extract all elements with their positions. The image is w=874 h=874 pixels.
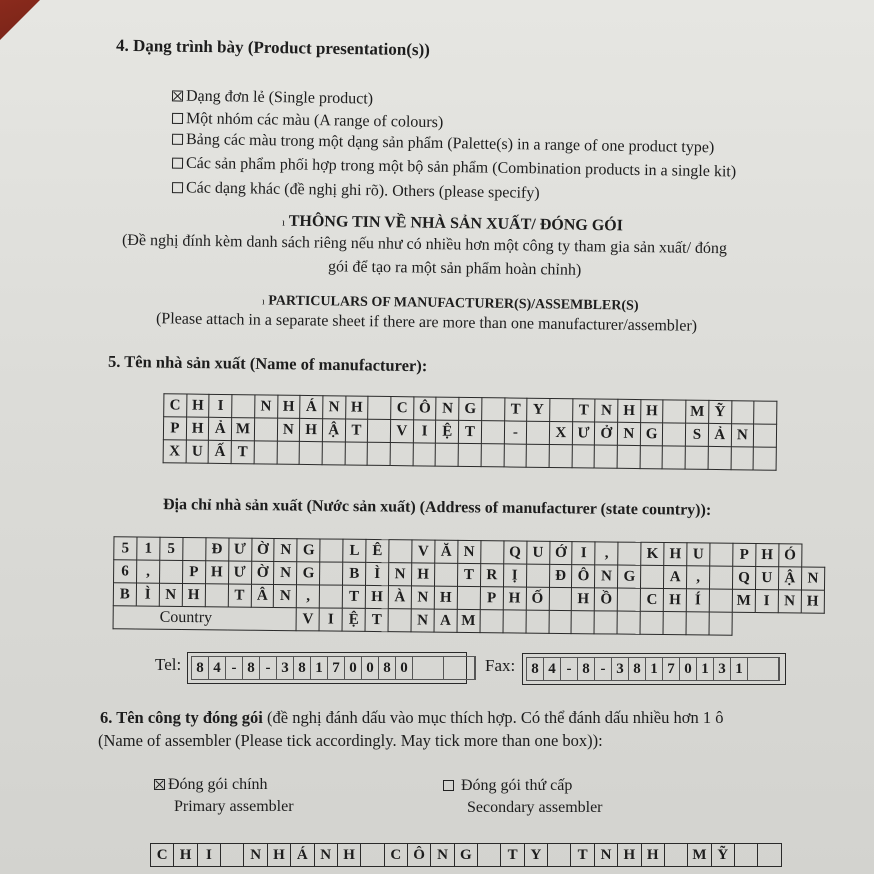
grid-cell[interactable]: 6 [114, 560, 137, 583]
phone-digit[interactable]: 8 [294, 657, 311, 679]
grid-cell[interactable]: , [297, 585, 320, 608]
grid-cell[interactable]: Ư [572, 422, 595, 445]
grid-cell[interactable] [708, 446, 731, 469]
grid-cell[interactable] [434, 563, 457, 586]
grid-cell[interactable]: A [434, 609, 457, 632]
grid-cell[interactable] [640, 611, 663, 634]
grid-cell[interactable]: Ậ [322, 419, 345, 442]
secondary-en-label: Secondary assembler [467, 799, 603, 816]
grid-cell[interactable]: I [319, 608, 342, 631]
grid-cell[interactable]: G [297, 562, 320, 585]
grid-cell[interactable]: , [595, 542, 618, 565]
grid-cell[interactable] [685, 446, 708, 469]
grid-cell[interactable]: U [687, 543, 710, 566]
grid-cell[interactable]: L [343, 539, 366, 562]
grid-cell[interactable]: G [640, 423, 663, 446]
phone-digit[interactable]: 7 [663, 658, 680, 680]
grid-cell[interactable]: H [300, 418, 323, 441]
grid-cell[interactable]: Á [291, 844, 314, 867]
grid-cell[interactable]: H [267, 844, 290, 867]
phone-digit[interactable]: 0 [362, 657, 379, 679]
grid-cell[interactable]: N [274, 538, 297, 561]
heading-text: PARTICULARS OF MANUFACTURER(S)/ASSEMBLER(S) [268, 293, 639, 314]
grid-cell[interactable] [594, 445, 617, 468]
grid-cell[interactable] [478, 844, 501, 867]
secondary-assembler-option[interactable] [443, 777, 572, 795]
checkbox-icon[interactable] [172, 182, 183, 193]
grid-cell[interactable] [618, 588, 641, 611]
grid-cell[interactable] [758, 844, 782, 867]
grid-cell[interactable] [277, 441, 300, 464]
phone-digit[interactable]: - [260, 657, 277, 679]
grid-cell[interactable]: N [274, 584, 297, 607]
grid-cell[interactable]: T [365, 608, 388, 631]
info-vi-line2: gói để tạo ra một sản phẩm hoàn chỉnh) [327, 258, 582, 279]
manufacturer-address-grid [113, 536, 826, 636]
grid-cell[interactable]: N [595, 565, 618, 588]
phone-digit[interactable]: 3 [612, 658, 629, 680]
grid-cell[interactable]: I [755, 589, 778, 612]
heading-prefix: ı [281, 216, 286, 229]
grid-cell[interactable]: N [323, 396, 346, 419]
heading-prefix: ı [261, 296, 265, 308]
grid-cell[interactable] [526, 444, 549, 467]
grid-cell[interactable] [548, 844, 571, 867]
grid-cell[interactable] [710, 543, 733, 566]
phone-digit[interactable]: 8 [629, 658, 646, 680]
grid-cell[interactable]: N [411, 609, 434, 632]
grid-cell[interactable] [368, 419, 391, 442]
grid-cell[interactable]: Ở [595, 422, 618, 445]
option-label: Các sản phẩm phối hợp trong một bộ sản phẩm (Combination products in a single kit) [185, 154, 737, 181]
grid-cell[interactable]: Ó [778, 544, 801, 567]
grid-cell[interactable]: H [618, 399, 641, 422]
grid-cell[interactable]: P [182, 560, 205, 583]
grid-cell[interactable]: H [186, 394, 209, 417]
grid-cell[interactable]: H [664, 543, 687, 566]
grid-cell[interactable]: A [664, 566, 687, 589]
grid-cell[interactable]: M [732, 589, 755, 612]
grid-cell[interactable] [664, 844, 687, 867]
grid-cell[interactable]: X [549, 421, 572, 444]
grid-cell[interactable]: T [228, 584, 251, 607]
grid-cell[interactable]: H [186, 417, 209, 440]
grid-cell[interactable] [232, 395, 255, 418]
phone-digit[interactable] [413, 657, 444, 679]
option-label: Bảng các màu trong một dạng sản phẩm (Palette(s) in a range of one product type) [185, 130, 715, 157]
grid-cell[interactable] [320, 562, 343, 585]
grid-cell[interactable] [731, 447, 754, 470]
phone-digit[interactable]: 4 [544, 658, 561, 680]
grid-cell[interactable]: Ệ [342, 608, 365, 631]
grid-cell[interactable]: Ệ [436, 420, 459, 443]
grid-cell[interactable]: N [778, 590, 801, 613]
grid-cell[interactable] [550, 398, 573, 421]
fax-label: Fax: [485, 656, 516, 675]
grid-cell[interactable]: H [572, 588, 595, 611]
grid-cell[interactable]: U [526, 541, 549, 564]
grid-cell[interactable]: N [274, 561, 297, 584]
grid-cell[interactable]: N [731, 424, 754, 447]
option-single-product[interactable] [172, 87, 373, 108]
address-title-text: Địa chỉ nhà sản xuất (Nước sản xuất) (Address of manufacturer (state country)): [162, 496, 712, 519]
grid-cell[interactable]: 5 [114, 537, 137, 560]
grid-cell[interactable]: T [459, 420, 482, 443]
secondary-vi-label: Đóng gói thứ cấp [461, 777, 573, 794]
grid-cell[interactable]: Ờ [251, 561, 274, 584]
grid-cell[interactable] [663, 423, 686, 446]
grid-cell[interactable]: C [151, 844, 174, 867]
grid-cell[interactable] [254, 418, 277, 441]
grid-cell[interactable]: T [501, 844, 524, 867]
grid-cell[interactable]: T [571, 844, 594, 867]
grid-cell[interactable]: H [277, 395, 300, 418]
grid-cell[interactable] [390, 443, 413, 466]
grid-cell[interactable] [388, 609, 411, 632]
section6-line2: (Name of assembler (Please tick accordingly. May tick more than one box)): [98, 731, 603, 750]
phone-digit[interactable]: 8 [379, 657, 396, 679]
grid-cell[interactable]: M [457, 609, 480, 632]
grid-cell[interactable]: V [390, 420, 413, 443]
grid-cell[interactable]: N [594, 844, 617, 867]
grid-cell[interactable]: I [413, 420, 436, 443]
primary-vi-label: Đóng gói chính [168, 776, 268, 793]
grid-cell[interactable]: H [640, 400, 663, 423]
grid-cell[interactable]: R [480, 564, 503, 587]
grid-cell[interactable] [254, 441, 277, 464]
section6-title-bold: 6. Tên công ty đóng gói [100, 708, 263, 727]
grid-cell[interactable]: Q [732, 566, 755, 589]
grid-cell[interactable] [663, 446, 686, 469]
grid-cell[interactable]: Ư [228, 561, 251, 584]
grid-cell[interactable] [361, 844, 384, 867]
tel-field[interactable] [187, 652, 467, 684]
grid-cell[interactable]: H [503, 587, 526, 610]
grid-cell[interactable] [640, 446, 663, 469]
phone-digit[interactable]: 8 [192, 657, 209, 679]
grid-cell[interactable]: Y [527, 398, 550, 421]
grid-cell[interactable]: C [391, 397, 414, 420]
phone-digit[interactable]: 0 [396, 657, 413, 679]
grid-cell[interactable]: N [801, 567, 825, 590]
grid-cell[interactable]: T [342, 585, 365, 608]
grid-cell[interactable] [526, 564, 549, 587]
info-en-line1: (Please attach in a separate sheet if there are more than one manufacturer/assembler) [155, 310, 698, 335]
primary-en-label: Primary assembler [174, 798, 294, 815]
grid-cell[interactable]: P [733, 543, 756, 566]
grid-cell[interactable] [709, 612, 732, 635]
grid-cell[interactable]: Ả [708, 423, 731, 446]
grid-cell[interactable] [221, 844, 244, 867]
checkbox-checked-icon[interactable] [172, 90, 183, 101]
grid-cell[interactable]: N [314, 844, 337, 867]
grid-cell[interactable] [481, 444, 504, 467]
phone-digit[interactable]: - [561, 658, 578, 680]
grid-cell[interactable]: T [457, 563, 480, 586]
grid-row [151, 844, 782, 867]
grid-cell[interactable]: I [572, 542, 595, 565]
grid-cell[interactable]: N [458, 540, 481, 563]
grid-cell[interactable] [389, 540, 412, 563]
checkbox-icon[interactable] [443, 780, 454, 791]
grid-cell[interactable]: T [572, 399, 595, 422]
grid-cell[interactable] [320, 539, 343, 562]
grid-cell[interactable]: H [337, 844, 360, 867]
grid-cell[interactable]: Ă [435, 540, 458, 563]
grid-cell[interactable] [205, 584, 228, 607]
grid-cell[interactable] [481, 421, 504, 444]
option-label: Các dạng khác (đề nghị ghi rõ). Others (please specify) [185, 179, 540, 202]
grid-cell[interactable] [618, 542, 641, 565]
grid-cell[interactable]: V [296, 608, 319, 631]
phone-digit[interactable]: 1 [646, 658, 663, 680]
grid-cell[interactable]: U [755, 566, 778, 589]
phone-digit[interactable]: - [595, 658, 612, 680]
grid-cell[interactable]: Đ [549, 564, 572, 587]
grid-cell[interactable] [549, 587, 572, 610]
grid-cell[interactable]: T [345, 419, 368, 442]
grid-cell[interactable]: Ị [503, 564, 526, 587]
grid-cell[interactable]: Ì [136, 583, 159, 606]
grid-cell[interactable]: À [388, 586, 411, 609]
grid-cell[interactable] [549, 610, 572, 633]
grid-cell[interactable]: Ô [413, 397, 436, 420]
phone-cells [526, 657, 780, 681]
grid-cell[interactable] [322, 442, 345, 465]
grid-cell[interactable]: H [756, 544, 779, 567]
phone-digit[interactable] [444, 657, 475, 679]
grid-cell[interactable]: C [640, 588, 663, 611]
grid-cell[interactable] [457, 586, 480, 609]
grid-cell[interactable]: Í [686, 589, 709, 612]
grid-cell[interactable]: Ô [572, 565, 595, 588]
manufacturer-name-grid [163, 393, 778, 470]
checkbox-icon[interactable] [172, 113, 183, 124]
grid-cell[interactable]: , [687, 566, 710, 589]
grid-cell[interactable]: I [209, 394, 232, 417]
fax-field[interactable] [522, 653, 786, 685]
grid-cell[interactable]: G [297, 539, 320, 562]
option-label: Một nhóm các màu (A range of colours) [185, 110, 444, 132]
grid-cell[interactable]: N [244, 844, 267, 867]
phone-digit[interactable]: 8 [578, 658, 595, 680]
grid-cell[interactable]: M [686, 400, 709, 423]
grid-cell[interactable]: N [431, 844, 454, 867]
grid-cell[interactable]: H [411, 563, 434, 586]
phone-digit[interactable]: 3 [277, 657, 294, 679]
grid-cell[interactable]: Ờ [251, 538, 274, 561]
grid-cell[interactable]: Ư [228, 538, 251, 561]
grid-cell[interactable]: Â [251, 584, 274, 607]
grid-cell[interactable]: N [436, 397, 459, 420]
grid-cell[interactable]: H [641, 844, 664, 867]
grid-cell[interactable]: V [412, 540, 435, 563]
section4-title: 4. Dạng trình bày (Product presentation(s)) [115, 35, 431, 60]
assembler-name-grid [150, 843, 782, 867]
grid-cell[interactable] [480, 610, 503, 633]
phone-digit[interactable]: 8 [527, 658, 544, 680]
grid-cell[interactable]: Ậ [778, 567, 801, 590]
grid-cell[interactable] [299, 441, 322, 464]
phone-digit[interactable]: 1 [311, 657, 328, 679]
grid-cell[interactable]: G [618, 565, 641, 588]
phone-digit[interactable]: 0 [680, 658, 697, 680]
grid-cell[interactable]: Ê [366, 539, 389, 562]
phone-digit[interactable]: - [226, 657, 243, 679]
grid-cell[interactable] [663, 612, 686, 635]
grid-cell[interactable]: Y [524, 844, 547, 867]
grid-cell[interactable]: C [384, 844, 407, 867]
grid-cell[interactable]: B [113, 583, 136, 606]
grid-cell[interactable]: Ớ [549, 541, 572, 564]
grid-cell[interactable]: Ả [209, 417, 232, 440]
phone-digit[interactable]: 7 [328, 657, 345, 679]
grid-cell[interactable]: - [504, 421, 527, 444]
section5-title: 5. Tên nhà sản xuất (Name of manufacturer): [107, 351, 428, 376]
grid-cell[interactable]: U [186, 440, 209, 463]
grid-cell[interactable] [753, 447, 776, 470]
grid-cell[interactable] [503, 610, 526, 633]
grid-cell[interactable]: Ấ [209, 440, 232, 463]
grid-cell[interactable] [368, 396, 391, 419]
section6-title-rest: (đề nghị đánh dấu vào mục thích hợp. Có thể đánh dấu nhiều hơn 1 ô [262, 708, 724, 727]
tel-label: Tel: [155, 655, 182, 674]
grid-cell[interactable]: H [618, 844, 641, 867]
phone-digit[interactable]: 3 [714, 658, 731, 680]
grid-cell[interactable]: Ỹ [708, 400, 731, 423]
grid-cell[interactable]: K [641, 542, 664, 565]
grid-cell[interactable]: G [454, 844, 477, 867]
grid-cell[interactable] [436, 443, 459, 466]
checkbox-icon[interactable] [172, 158, 183, 169]
grid-cell[interactable]: H [345, 396, 368, 419]
grid-cell[interactable] [734, 844, 757, 867]
grid-cell[interactable]: S [686, 423, 709, 446]
section6-title [100, 708, 723, 728]
grid-cell[interactable]: N [277, 418, 300, 441]
grid-cell[interactable] [754, 401, 777, 424]
phone-digit[interactable] [748, 658, 779, 680]
grid-cell[interactable] [527, 421, 550, 444]
grid-cell[interactable]: Ỹ [711, 844, 734, 867]
grid-cell[interactable]: M [231, 418, 254, 441]
option-label: Dạng đơn lẻ (Single product) [185, 87, 374, 108]
grid-cell[interactable] [367, 442, 390, 465]
checkbox-icon[interactable] [172, 134, 183, 145]
grid-cell[interactable] [617, 445, 640, 468]
grid-cell[interactable] [594, 611, 617, 634]
grid-cell[interactable]: H [801, 590, 825, 613]
grid-cell[interactable]: Ô [407, 844, 430, 867]
grid-cell[interactable]: Á [300, 395, 323, 418]
grid-cell[interactable] [458, 443, 481, 466]
phone-digit[interactable]: 4 [209, 657, 226, 679]
grid-cell[interactable] [504, 444, 527, 467]
grid-cell[interactable]: N [159, 583, 182, 606]
grid-cell[interactable]: Ì [366, 562, 389, 585]
grid-cell[interactable]: P [163, 417, 186, 440]
grid-cell[interactable]: C [164, 394, 187, 417]
phone-digit[interactable]: 0 [345, 657, 362, 679]
phone-digit[interactable]: 8 [243, 657, 260, 679]
grid-cell[interactable]: Q [503, 541, 526, 564]
grid-cell[interactable] [641, 565, 664, 588]
grid-cell[interactable] [686, 612, 709, 635]
grid-cell[interactable]: H [205, 561, 228, 584]
grid-cell[interactable]: , [136, 560, 159, 583]
grid-cell[interactable]: N [254, 395, 277, 418]
grid-cell[interactable] [481, 398, 504, 421]
grid-cell[interactable]: T [231, 441, 254, 464]
phone-digit[interactable]: 1 [697, 658, 714, 680]
grid-cell[interactable] [663, 400, 686, 423]
grid-cell[interactable]: H [182, 583, 205, 606]
phone-cells [191, 656, 476, 680]
grid-cell[interactable] [571, 611, 594, 634]
grid-cell[interactable] [754, 424, 777, 447]
grid-cell[interactable] [709, 589, 732, 612]
grid-cell[interactable]: H [365, 585, 388, 608]
grid-cell[interactable] [320, 585, 343, 608]
grid-cell[interactable]: Đ [205, 538, 228, 561]
heading-text: THÔNG TIN VỀ NHÀ SẢN XUẤT/ ĐÓNG GÓI [288, 212, 624, 235]
phone-digit[interactable]: 1 [731, 658, 748, 680]
grid-cell[interactable]: G [459, 397, 482, 420]
grid-cell[interactable]: H [174, 844, 197, 867]
grid-cell[interactable]: M [688, 844, 711, 867]
grid-cell[interactable]: B [343, 562, 366, 585]
grid-cell[interactable] [617, 611, 640, 634]
grid-cell[interactable]: N [595, 399, 618, 422]
grid-cell[interactable]: Ồ [595, 588, 618, 611]
grid-cell[interactable]: H [434, 586, 457, 609]
grid-cell[interactable] [731, 401, 754, 424]
grid-cell[interactable] [413, 443, 436, 466]
grid-cell[interactable]: 5 [160, 537, 183, 560]
grid-cell[interactable]: T [504, 398, 527, 421]
grid-cell[interactable] [183, 537, 206, 560]
grid-cell[interactable]: I [197, 844, 220, 867]
grid-cell[interactable]: Ố [526, 587, 549, 610]
primary-assembler-option[interactable] [154, 776, 268, 794]
grid-cell[interactable]: X [163, 440, 186, 463]
grid-cell[interactable]: N [411, 586, 434, 609]
grid-cell[interactable] [572, 445, 595, 468]
country-label: Country [113, 606, 297, 631]
grid-cell[interactable] [549, 444, 572, 467]
grid-cell[interactable]: P [480, 587, 503, 610]
checkbox-checked-icon[interactable] [154, 779, 165, 790]
grid-cell[interactable] [345, 442, 368, 465]
grid-cell[interactable] [526, 610, 549, 633]
grid-cell[interactable] [159, 560, 182, 583]
grid-cell[interactable] [480, 541, 503, 564]
grid-cell[interactable]: N [617, 422, 640, 445]
grid-cell[interactable]: N [389, 563, 412, 586]
info-vi-line1: (Đề nghị đính kèm danh sách riêng nếu như có nhiều hơn một công ty tham gia sản xuất/ đóng [121, 231, 728, 258]
grid-cell[interactable]: H [663, 589, 686, 612]
grid-cell[interactable] [709, 566, 732, 589]
grid-cell[interactable]: 1 [137, 537, 160, 560]
